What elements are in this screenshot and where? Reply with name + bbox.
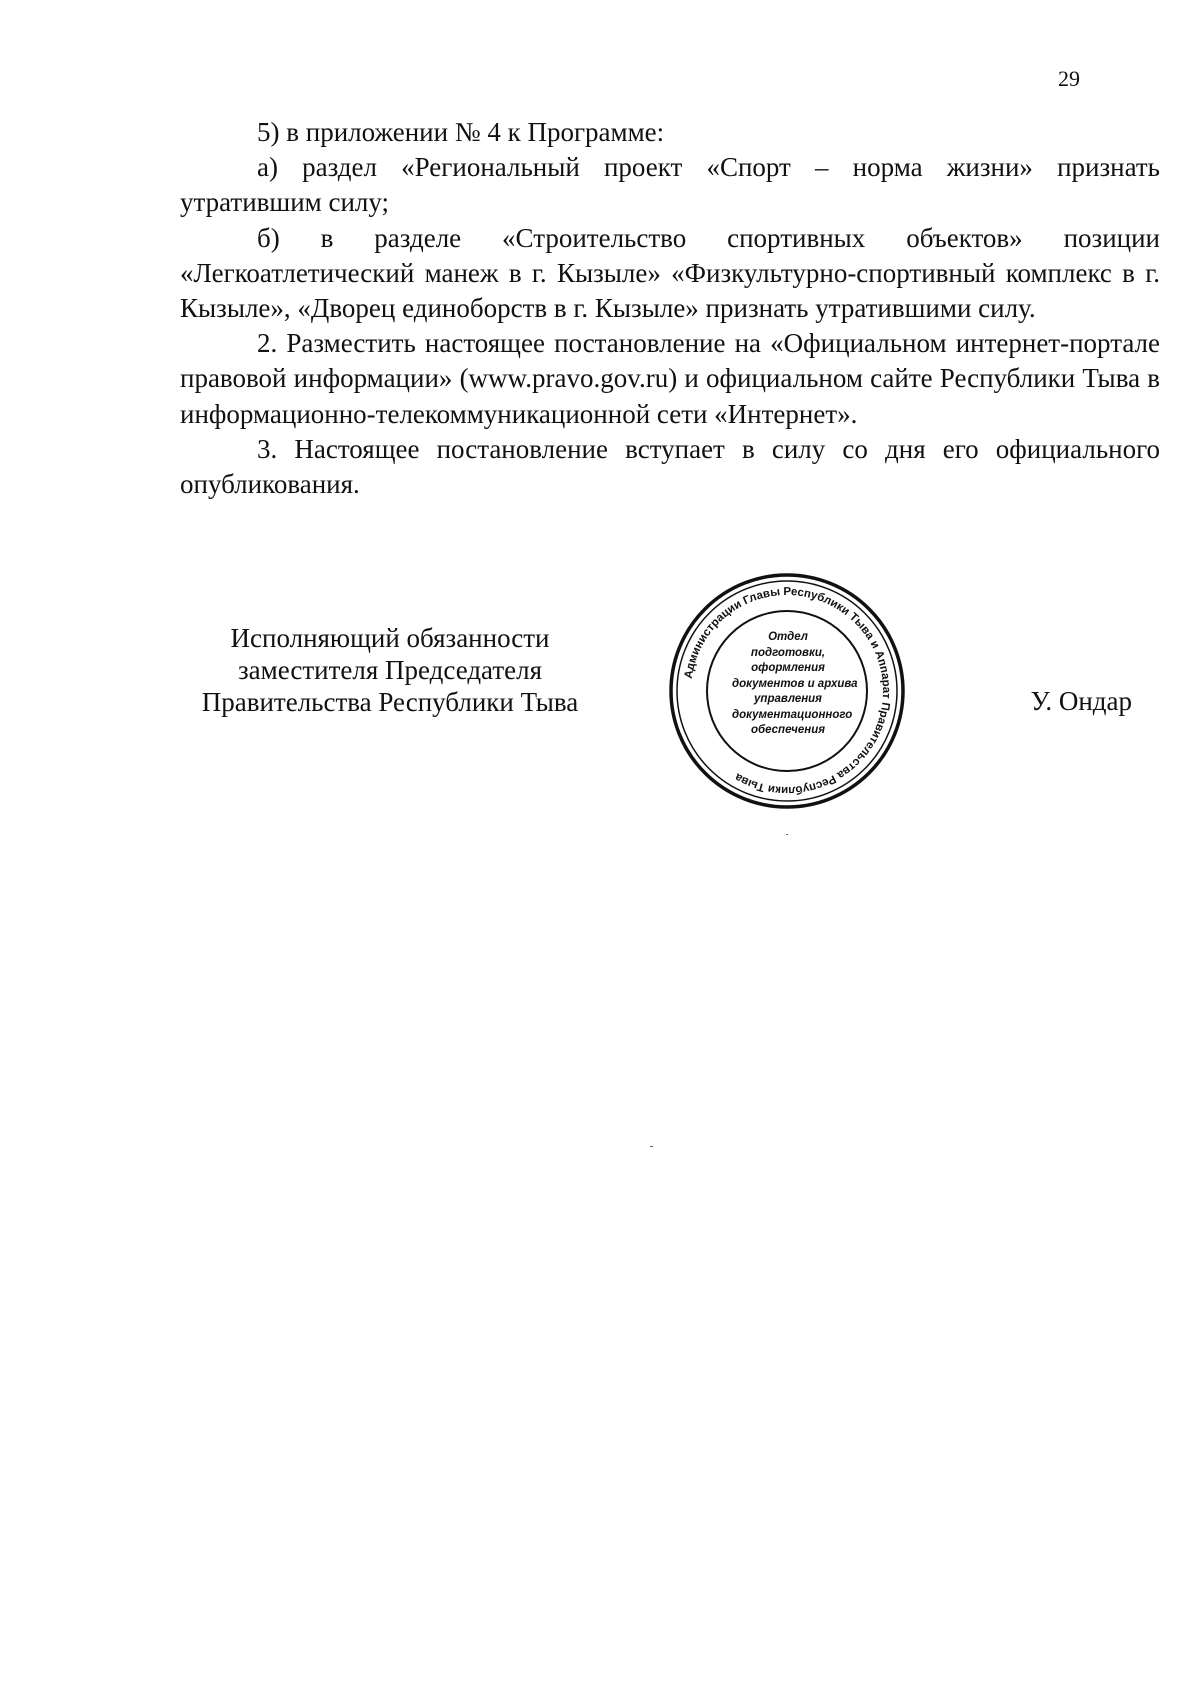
signatory-name: У. Ондар xyxy=(1030,686,1132,716)
seal-inner-line: обеспечения xyxy=(750,724,826,736)
seal-inner-line: подготовки, xyxy=(750,646,826,659)
paragraph-item-5b: б) в разделе «Строительство спортивных объектов» позиции «Легкоатлетический манеж в г. Кызыле» «Физкультурно-спортивный комплекс в г. Кызыле», «Дворец единоборств в г. Кызыле» признать утратившими силу. xyxy=(180,222,1160,324)
seal-inner-line: документов и архива xyxy=(732,677,858,690)
signatory-position xyxy=(180,622,600,718)
paragraph-item-5: 5) в приложении № 4 к Программе: xyxy=(257,117,665,147)
seal-inner-line: Отдел xyxy=(768,631,808,643)
page-number: 29 xyxy=(1058,66,1080,91)
paragraph-3: 3. Настоящее постановление вступает в силу со дня его официального опубликования. xyxy=(180,433,1160,500)
seal-outer-text-path: Администрации Главы Республики Тыва и Аппарат Правительства Республики Тыва xyxy=(682,585,893,797)
scan-speck xyxy=(786,834,788,835)
document-body xyxy=(180,115,1160,502)
scan-speck xyxy=(650,1146,653,1147)
signatory-position-line: заместителя Председателя xyxy=(237,655,543,685)
paragraph-2: 2. Разместить настоящее постановление на «Официальном интернет-портале правовой информации» (www.pravo.gov.ru) и официальном сайте Республики Тыва в информационно-телекоммуникационной сети «Интернет». xyxy=(180,328,1160,429)
official-seal-stamp xyxy=(668,572,906,810)
seal-inner-line: управления xyxy=(754,693,822,705)
seal-inner-text xyxy=(732,630,858,739)
signatory-position-line: Правительства Республики Тыва xyxy=(201,687,579,717)
seal-inner-line: документационного xyxy=(732,708,853,721)
seal-inner-line: оформления xyxy=(751,662,825,674)
paragraph-item-5a: а) раздел «Региональный проект «Спорт – норма жизни» признать утратившим силу; xyxy=(180,152,1160,218)
signatory-position-line: Исполняющий обязанности xyxy=(230,623,550,653)
